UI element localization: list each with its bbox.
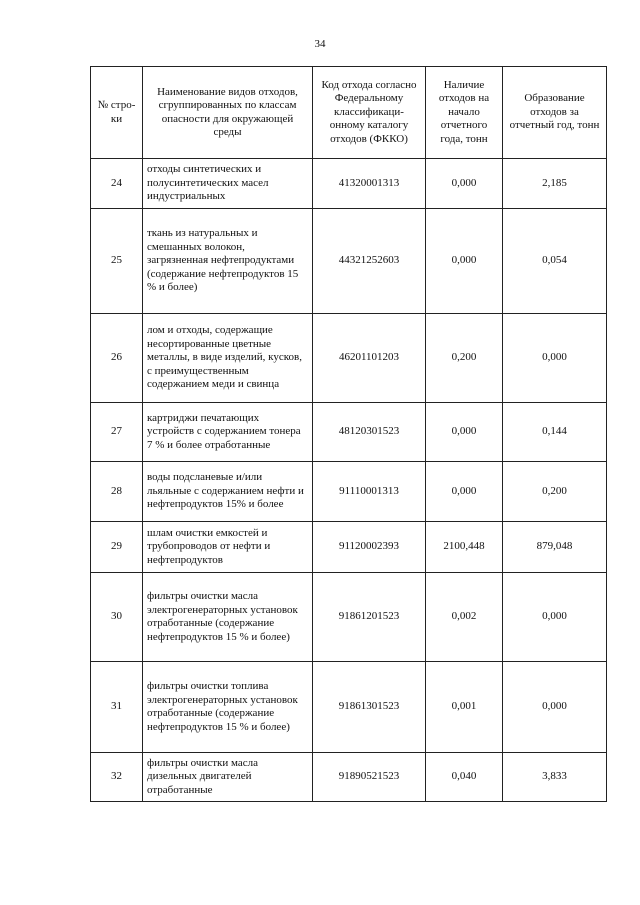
table-header-row xyxy=(91,67,607,159)
header-fkko-code: Код отхода согласно Федеральному классификаци-онному каталогу отходов (ФККО) xyxy=(313,67,426,159)
fkko-code: 48120301523 xyxy=(313,403,426,462)
start-amount: 0,000 xyxy=(426,462,503,522)
generated-amount: 0,000 xyxy=(503,662,607,753)
fkko-code: 91120002393 xyxy=(313,522,426,573)
waste-name: воды подсланевые и/или льяльные с содержанием нефти и нефтепродуктов 15% и более xyxy=(143,462,313,522)
generated-amount: 2,185 xyxy=(503,159,607,209)
start-amount: 2100,448 xyxy=(426,522,503,573)
row-number: 32 xyxy=(91,753,143,802)
table-row xyxy=(91,462,607,522)
page-number: 34 xyxy=(314,38,326,50)
generated-amount: 0,000 xyxy=(503,573,607,662)
table-row xyxy=(91,403,607,462)
waste-name: шлам очистки емкостей и трубопроводов от нефти и нефтепродуктов xyxy=(143,522,313,573)
start-amount: 0,200 xyxy=(426,314,503,403)
generated-amount: 0,000 xyxy=(503,314,607,403)
generated-amount: 879,048 xyxy=(503,522,607,573)
waste-name: фильтры очистки масла электрогенераторных установок отработанные (содержание нефтепродуктов 15 % и более) xyxy=(143,573,313,662)
table-row xyxy=(91,662,607,753)
table-row xyxy=(91,159,607,209)
fkko-code: 91861201523 xyxy=(313,573,426,662)
generated-amount: 0,054 xyxy=(503,209,607,314)
row-number: 28 xyxy=(91,462,143,522)
waste-name: ткань из натуральных и смешанных волокон, загрязненная нефтепродуктами (содержание нефтепродуктов 15 % и более) xyxy=(143,209,313,314)
waste-name: фильтры очистки топлива электрогенераторных установок отработанные (содержание нефтепродуктов 15 % и более) xyxy=(143,662,313,753)
row-number: 27 xyxy=(91,403,143,462)
waste-name: отходы синтетических и полусинтетических масел индустриальных xyxy=(143,159,313,209)
table-row xyxy=(91,314,607,403)
header-waste-name: Наименование видов отходов, сгруппированных по классам опасности для окружающей среды xyxy=(143,67,313,159)
row-number: 31 xyxy=(91,662,143,753)
fkko-code: 44321252603 xyxy=(313,209,426,314)
start-amount: 0,000 xyxy=(426,159,503,209)
waste-name: фильтры очистки масла дизельных двигателей отработанные xyxy=(143,753,313,802)
fkko-code: 91890521523 xyxy=(313,753,426,802)
table-row xyxy=(91,573,607,662)
waste-table xyxy=(90,66,607,802)
table-row xyxy=(91,522,607,573)
header-row-number: № стро-ки xyxy=(91,67,143,159)
start-amount: 0,000 xyxy=(426,209,503,314)
waste-name: лом и отходы, содержащие несортированные цветные металлы, в виде изделий, кусков, с преимущественным содержанием меди и свинца xyxy=(143,314,313,403)
start-amount: 0,002 xyxy=(426,573,503,662)
start-amount: 0,000 xyxy=(426,403,503,462)
header-start-amount: Наличие отходов на начало отчетного года, тонн xyxy=(426,67,503,159)
table-row xyxy=(91,209,607,314)
generated-amount: 0,144 xyxy=(503,403,607,462)
fkko-code: 41320001313 xyxy=(313,159,426,209)
start-amount: 0,001 xyxy=(426,662,503,753)
waste-name: картриджи печатающих устройств с содержанием тонера 7 % и более отработанные xyxy=(143,403,313,462)
row-number: 26 xyxy=(91,314,143,403)
row-number: 25 xyxy=(91,209,143,314)
fkko-code: 46201101203 xyxy=(313,314,426,403)
header-generated-amount: Образование отходов за отчетный год, тонн xyxy=(503,67,607,159)
fkko-code: 91861301523 xyxy=(313,662,426,753)
generated-amount: 3,833 xyxy=(503,753,607,802)
row-number: 29 xyxy=(91,522,143,573)
row-number: 30 xyxy=(91,573,143,662)
row-number: 24 xyxy=(91,159,143,209)
table-row xyxy=(91,753,607,802)
generated-amount: 0,200 xyxy=(503,462,607,522)
fkko-code: 91110001313 xyxy=(313,462,426,522)
start-amount: 0,040 xyxy=(426,753,503,802)
